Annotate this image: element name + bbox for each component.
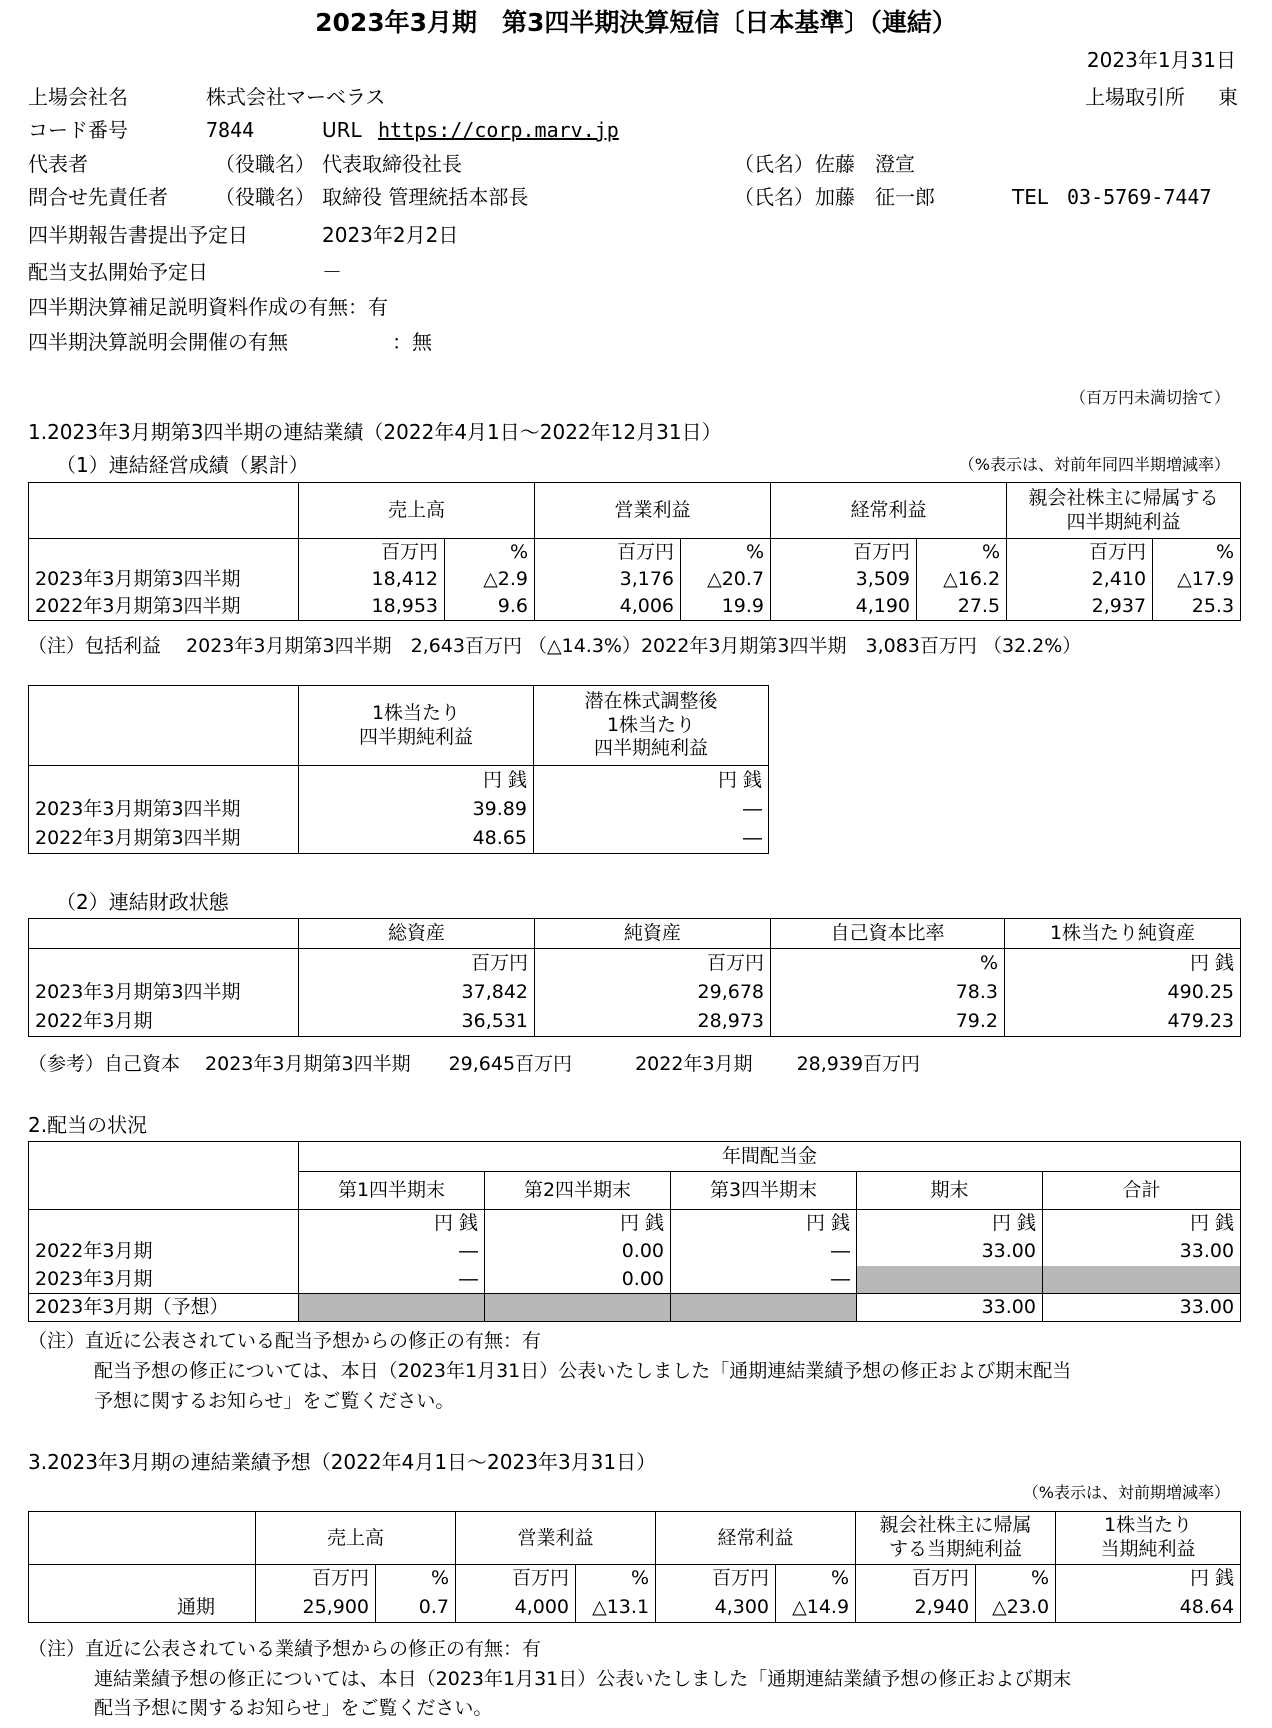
cell-value: ― bbox=[671, 1238, 857, 1266]
cell-value: △17.9 bbox=[1153, 566, 1241, 593]
row-label: 2023年3月期 bbox=[29, 1266, 299, 1294]
code-label: コード番号 bbox=[28, 118, 128, 142]
cell-value: 4,190 bbox=[771, 593, 917, 621]
cell-value: 29,678 bbox=[535, 978, 771, 1007]
cell-value: ― bbox=[534, 824, 769, 854]
contact-name-label: （氏名） bbox=[734, 185, 814, 209]
contact-label: 問合せ先責任者 bbox=[28, 185, 168, 209]
unit-cell: 百万円 bbox=[535, 949, 771, 978]
unit-label-cell bbox=[29, 1565, 256, 1593]
unit-cell: 円 銭 bbox=[299, 766, 534, 795]
unit-label-cell bbox=[29, 539, 299, 566]
financial-position-table bbox=[28, 918, 1241, 1037]
cell-value: △13.1 bbox=[576, 1593, 656, 1623]
comprehensive-income-note: （注）包括利益 2023年3月期第3四半期 2,643百万円 （△14.3%）2022年3月期第3四半期 3,083百万円 （32.2%） bbox=[28, 635, 1082, 657]
company-name: 株式会社マーベラス bbox=[206, 85, 386, 109]
unit-cell: % bbox=[1031, 1567, 1050, 1590]
cell-value: 28,973 bbox=[535, 1007, 771, 1037]
header-net-income-line1: 親会社株主に帰属 bbox=[879, 1514, 1032, 1537]
unit-row bbox=[29, 539, 1241, 566]
header-diluted-eps-line3: 四半期純利益 bbox=[593, 737, 708, 760]
row-label: 2023年3月期第3四半期 bbox=[29, 978, 299, 1007]
header-net-assets: 純資産 bbox=[535, 919, 771, 949]
rep-name-label: （氏名） bbox=[734, 152, 814, 176]
cell-value: 39.89 bbox=[299, 795, 534, 824]
contact-title-label: （役職名） bbox=[215, 185, 315, 209]
supplementary-material: 四半期決算補足説明資料作成の有無：有 bbox=[28, 295, 388, 319]
unit-cell: % bbox=[981, 540, 1001, 563]
header-eps bbox=[299, 686, 534, 766]
table-row bbox=[29, 593, 1241, 621]
table-corner bbox=[29, 919, 299, 949]
rounding-note: （百万円未満切捨て） bbox=[1069, 388, 1230, 407]
unit-cell: 円 銭 bbox=[299, 1210, 485, 1238]
cell-value: 25,900 bbox=[256, 1593, 376, 1623]
cell-value: △23.0 bbox=[976, 1593, 1056, 1623]
unit-cell: 百万円 bbox=[299, 539, 445, 566]
cell-value: 2,940 bbox=[856, 1593, 976, 1623]
unit-cell: % bbox=[771, 949, 1005, 978]
row-label: 2023年3月期第3四半期 bbox=[29, 795, 299, 824]
unit-row bbox=[29, 766, 769, 795]
unit-label-cell bbox=[29, 949, 299, 978]
cell-value: △14.9 bbox=[776, 1593, 856, 1623]
cell-value: 36,531 bbox=[299, 1007, 535, 1037]
cell-value: 0.7 bbox=[376, 1593, 456, 1623]
unit-row bbox=[29, 1565, 1241, 1593]
cell-value: 33.00 bbox=[1043, 1238, 1241, 1266]
cell-value-shaded bbox=[485, 1294, 671, 1322]
report-date-label: 四半期報告書提出予定日 bbox=[28, 223, 248, 247]
cell-value: 4,006 bbox=[535, 593, 681, 621]
header-eps-line2: 四半期純利益 bbox=[358, 725, 473, 748]
header-total: 合計 bbox=[1043, 1172, 1241, 1210]
header-net-income-line2: 四半期純利益 bbox=[1066, 510, 1181, 533]
table-header-row bbox=[29, 483, 1241, 539]
report-date: 2023年2月2日 bbox=[322, 223, 459, 247]
section1-sub1: （1）連結経営成績（累計） bbox=[56, 453, 309, 477]
cell-value: 18,953 bbox=[299, 593, 445, 621]
cell-value-shaded bbox=[1043, 1266, 1241, 1294]
header-eps bbox=[1056, 1512, 1241, 1565]
code-value: 7844 bbox=[206, 118, 255, 142]
header-bps: 1株当たり純資産 bbox=[1005, 919, 1241, 949]
table-row bbox=[29, 824, 769, 854]
contact-name: 加藤 征一郎 bbox=[815, 185, 935, 209]
header-q2-end: 第2四半期末 bbox=[485, 1172, 671, 1210]
unit-row bbox=[29, 1210, 1241, 1238]
table-corner bbox=[29, 1142, 299, 1210]
eps-table bbox=[28, 685, 769, 854]
cell-value: 33.00 bbox=[857, 1294, 1043, 1322]
section2-heading: 2.配当の状況 bbox=[28, 1113, 148, 1137]
unit-cell: 百万円 bbox=[256, 1565, 376, 1593]
table-row bbox=[29, 795, 769, 824]
unit-cell: % bbox=[430, 1567, 450, 1590]
cell-value: 19.9 bbox=[681, 593, 771, 621]
section1-heading: 1.2023年3月期第3四半期の連結業績（2022年4月1日～2022年12月31日） bbox=[28, 420, 722, 444]
company-label: 上場会社名 bbox=[28, 85, 128, 109]
row-label: 2022年3月期 bbox=[29, 1238, 299, 1266]
exchange-label: 上場取引所 bbox=[1085, 85, 1185, 109]
unit-cell: 円 銭 bbox=[534, 766, 769, 795]
briefing-label: 四半期決算説明会開催の有無 bbox=[28, 330, 288, 354]
cell-value: 3,176 bbox=[535, 566, 681, 593]
table-row bbox=[29, 1593, 1241, 1623]
cell-value-shaded bbox=[299, 1294, 485, 1322]
unit-row bbox=[29, 949, 1241, 978]
cell-value: 479.23 bbox=[1005, 1007, 1241, 1037]
header-q1-end: 第1四半期末 bbox=[299, 1172, 485, 1210]
corporate-url-link[interactable]: https://corp.marv.jp bbox=[378, 118, 619, 142]
unit-cell: 百万円 bbox=[771, 539, 917, 566]
section3-heading: 3.2023年3月期の連結業績予想（2022年4月1日～2023年3月31日） bbox=[28, 1450, 657, 1474]
row-label: 2023年3月期（予想） bbox=[29, 1294, 299, 1322]
rep-title: 代表取締役社長 bbox=[322, 152, 462, 176]
unit-cell: 円 銭 bbox=[1005, 949, 1241, 978]
header-net-income-line1: 親会社株主に帰属する bbox=[1028, 486, 1219, 509]
tel-number: 03-5769-7447 bbox=[1067, 185, 1212, 209]
unit-cell: 円 銭 bbox=[485, 1210, 671, 1238]
cell-value: 37,842 bbox=[299, 978, 535, 1007]
cell-value: △2.9 bbox=[483, 567, 529, 590]
cell-value: 0.00 bbox=[485, 1266, 671, 1294]
header-sales: 売上高 bbox=[299, 483, 535, 539]
unit-cell: 円 銭 bbox=[857, 1210, 1043, 1238]
table-row bbox=[29, 1294, 1241, 1322]
header-q3-end: 第3四半期末 bbox=[671, 1172, 857, 1210]
contact-title: 取締役 管理統括本部長 bbox=[322, 185, 529, 209]
exchange-value: 東 bbox=[1218, 85, 1238, 109]
unit-cell: 百万円 bbox=[656, 1565, 776, 1593]
header-eps-line1: 1株当たり bbox=[1104, 1514, 1193, 1537]
section1-sub2: （2）連結財政状態 bbox=[56, 890, 229, 914]
unit-cell: 円 銭 bbox=[1043, 1210, 1241, 1238]
unit-label-cell bbox=[29, 1210, 299, 1238]
unit-cell: % bbox=[745, 540, 765, 563]
cell-value: ― bbox=[299, 1238, 485, 1266]
rep-title-label: （役職名） bbox=[215, 152, 315, 176]
cell-value: 4,000 bbox=[456, 1593, 576, 1623]
row-label: 2022年3月期第3四半期 bbox=[29, 593, 299, 621]
cell-value: 78.3 bbox=[771, 978, 1005, 1007]
table-header-row bbox=[29, 1512, 1241, 1565]
header-total-assets: 総資産 bbox=[299, 919, 535, 949]
forecast-note-3: 配当予想に関するお知らせ」をご覧ください。 bbox=[94, 1697, 493, 1719]
representative-label: 代表者 bbox=[28, 152, 88, 176]
row-label: 通期 bbox=[29, 1593, 256, 1623]
table-row bbox=[29, 1238, 1241, 1266]
header-eps-line1: 1株当たり bbox=[371, 701, 461, 724]
dividend-date-label: 配当支払開始予定日 bbox=[28, 260, 208, 284]
cell-value: ― bbox=[671, 1266, 857, 1294]
section1-sub1-note: （%表示は、対前年同四半期増減率） bbox=[958, 455, 1230, 474]
unit-cell: % bbox=[830, 1567, 850, 1590]
cell-value: 0.00 bbox=[485, 1238, 671, 1266]
forecast-table bbox=[28, 1511, 1241, 1623]
header-operating-profit: 営業利益 bbox=[535, 483, 771, 539]
unit-cell: 百万円 bbox=[856, 1565, 976, 1593]
cell-value-shaded bbox=[671, 1294, 857, 1322]
cell-value: 27.5 bbox=[917, 593, 1007, 621]
unit-cell: 円 銭 bbox=[1056, 1565, 1241, 1593]
header-equity-ratio: 自己資本比率 bbox=[771, 919, 1005, 949]
table-header-row bbox=[29, 1142, 1241, 1172]
table-corner bbox=[29, 483, 299, 539]
row-label: 2022年3月期 bbox=[29, 1007, 299, 1037]
header-ordinary-profit: 経常利益 bbox=[771, 483, 1007, 539]
cell-value: 33.00 bbox=[857, 1238, 1043, 1266]
operating-results-table bbox=[28, 482, 1241, 621]
dividend-note-3: 予想に関するお知らせ」をご覧ください。 bbox=[94, 1390, 455, 1412]
url-label: URL bbox=[322, 118, 362, 142]
header-year-end: 期末 bbox=[857, 1172, 1043, 1210]
cell-value: 490.25 bbox=[1005, 978, 1241, 1007]
section3-pct-note: （%表示は、対前期増減率） bbox=[1022, 1483, 1230, 1502]
unit-cell: % bbox=[1153, 539, 1241, 566]
table-row bbox=[29, 566, 1241, 593]
unit-cell: % bbox=[509, 540, 529, 563]
header-sales: 売上高 bbox=[256, 1512, 456, 1565]
document-title: 2023年3月期 第3四半期決算短信〔日本基準〕（連結） bbox=[315, 8, 957, 37]
cell-value: 9.6 bbox=[445, 593, 535, 621]
unit-cell: 百万円 bbox=[1007, 539, 1153, 566]
cell-value: 33.00 bbox=[1043, 1294, 1241, 1322]
cell-value: 79.2 bbox=[771, 1007, 1005, 1037]
rep-name: 佐藤 澄宣 bbox=[815, 152, 915, 176]
header-net-income-line2: する当期純利益 bbox=[889, 1538, 1023, 1560]
cell-value: 3,509 bbox=[771, 566, 917, 593]
header-annual-dividend: 年間配当金 bbox=[299, 1142, 1241, 1172]
briefing-value: ：無 bbox=[392, 330, 432, 354]
cell-value: ― bbox=[534, 795, 769, 824]
dividend-note-2: 配当予想の修正については、本日（2023年1月31日）公表いたしました「通期連結業績予想の修正および期末配当 bbox=[94, 1360, 1072, 1382]
cell-value: 2,410 bbox=[1007, 566, 1153, 593]
header-diluted-eps-line1: 潜在株式調整後 bbox=[584, 689, 718, 712]
header-eps-line2: 当期純利益 bbox=[1100, 1538, 1196, 1560]
cell-value: △20.7 bbox=[707, 567, 765, 590]
header-diluted-eps bbox=[534, 686, 769, 766]
publish-date: 2023年1月31日 bbox=[1086, 48, 1236, 72]
unit-cell: 百万円 bbox=[535, 539, 681, 566]
header-net-income bbox=[1007, 483, 1241, 539]
table-corner bbox=[29, 1512, 256, 1565]
cell-value: ― bbox=[299, 1266, 485, 1294]
forecast-note-1: （注）直近に公表されている業績予想からの修正の有無：有 bbox=[28, 1638, 542, 1660]
equity-reference-note: （参考）自己資本 2023年3月期第3四半期 29,645百万円 2022年3月期 28,939百万円 bbox=[28, 1053, 921, 1075]
dividend-table bbox=[28, 1141, 1241, 1322]
row-label: 2023年3月期第3四半期 bbox=[29, 566, 299, 593]
table-row bbox=[29, 1007, 1241, 1037]
unit-cell: 百万円 bbox=[299, 949, 535, 978]
cell-value: 4,300 bbox=[656, 1593, 776, 1623]
header-operating-profit: 営業利益 bbox=[456, 1512, 656, 1565]
cell-value-shaded bbox=[857, 1266, 1043, 1294]
cell-value: △16.2 bbox=[943, 567, 1001, 590]
cell-value: 48.64 bbox=[1056, 1593, 1241, 1623]
dividend-date: － bbox=[322, 260, 342, 284]
table-row bbox=[29, 1266, 1241, 1294]
table-header-row bbox=[29, 919, 1241, 949]
header-diluted-eps-line2: 1株当たり bbox=[606, 713, 696, 736]
unit-cell: 百万円 bbox=[456, 1565, 576, 1593]
unit-cell: % bbox=[630, 1567, 650, 1590]
tel-label: TEL bbox=[1012, 185, 1048, 209]
forecast-note-2: 連結業績予想の修正については、本日（2023年1月31日）公表いたしました「通期連結業績予想の修正および期末 bbox=[94, 1668, 1072, 1690]
table-row bbox=[29, 978, 1241, 1007]
table-corner bbox=[29, 686, 299, 766]
unit-label-cell bbox=[29, 766, 299, 795]
dividend-note-1: （注）直近に公表されている配当予想からの修正の有無：有 bbox=[28, 1330, 542, 1352]
header-ordinary-profit: 経常利益 bbox=[656, 1512, 856, 1565]
cell-value: 18,412 bbox=[299, 566, 445, 593]
header-net-income bbox=[856, 1512, 1056, 1565]
cell-value: 48.65 bbox=[299, 824, 534, 854]
row-label: 2022年3月期第3四半期 bbox=[29, 824, 299, 854]
unit-cell: 円 銭 bbox=[671, 1210, 857, 1238]
table-header-row bbox=[29, 686, 769, 766]
cell-value: 2,937 bbox=[1007, 593, 1153, 621]
cell-value: 25.3 bbox=[1153, 593, 1241, 621]
